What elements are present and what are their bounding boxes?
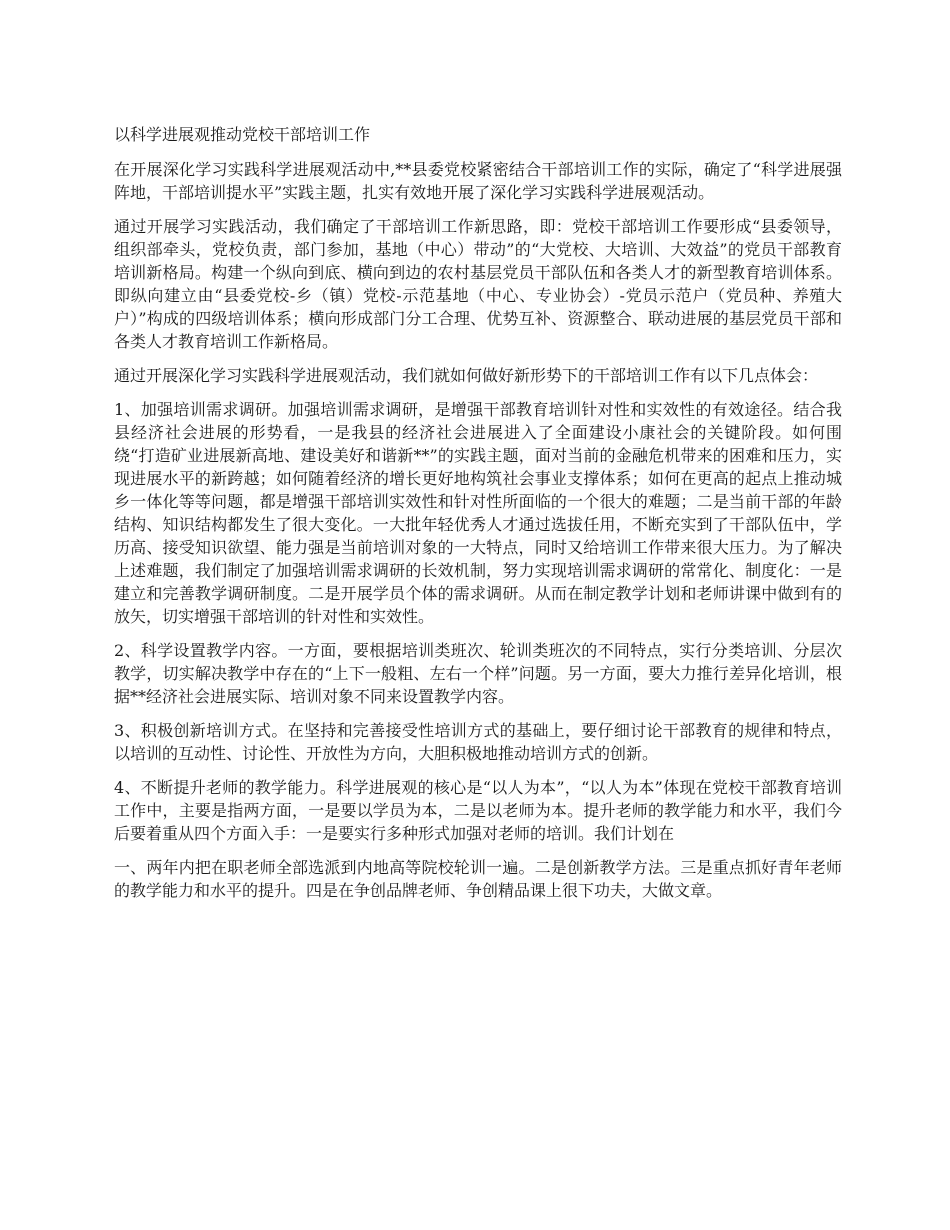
paragraph-intro: 在开展深化学习实践科学进展观活动中,**县委党校紧密结合干部培训工作的实际，确定了“科学进展强阵地，干部培训提水平”实践主题，扎实有效地开展了深化学习实践科学进展观活动。 — [114, 160, 842, 202]
paragraph-new-approach: 通过开展学习实践活动，我们确定了干部培训工作新思路，即：党校干部培训工作要形成“县委领导，组织部牵头，党校负责，部门参加，基地（中心）带动”的“大党校、大培训、大效益”的党员干部教育培训新格局。构建一个纵向到底、横向到边的农村基层党员干部队伍和各类人才的新型教育培训体系。即纵向建立由“县委党校-乡（镇）党校-示范基地（中心、专业协会）-党员示范户（党员种、养殖大户）”构成的四级培训体系；横向形成部门分工合理、优势互补、资源整合、联动进展的基层党员干部和各类人才教育培训工作新格局。 — [114, 217, 842, 351]
paragraph-point-2: 2、科学设置教学内容。一方面，要根据培训类班次、轮训类班次的不同特点，实行分类培训、分层次教学，切实解决教学中存在的“上下一般粗、左右一个样”问题。另一方面，要大力推行差异化培训，根据**经济社会进展实际、培训对象不同来设置教学内容。 — [114, 641, 842, 706]
paragraph-point-3: 3、积极创新培训方式。在坚持和完善接受性培训方式的基础上，要仔细讨论干部教育的规律和特点，以培训的互动性、讨论性、开放性为方向，大胆积极地推动培训方式的创新。 — [114, 721, 842, 763]
paragraph-point-4: 4、不断提升老师的教学能力。科学进展观的核心是“以人为本”，“以人为本”体现在党校干部教育培训工作中，主要是指两方面，一是要以学员为本，二是以老师为本。提升老师的教学能力和水平，我们今后要着重从四个方面入手：一是要实行多种形式加强对老师的培训。我们计划在 — [114, 778, 842, 843]
document-title: 以科学进展观推动党校干部培训工作 — [114, 125, 371, 144]
paragraph-point-4-continued: 一、两年内把在职老师全部选派到内地高等院校轮训一遍。二是创新教学方法。三是重点抓好青年老师的教学能力和水平的提升。四是在争创品牌老师、争创精品课上很下功夫，大做文章。 — [114, 858, 842, 900]
paragraph-experiences-lead: 通过开展深化学习实践科学进展观活动，我们就如何做好新形势下的干部培训工作有以下几点体会： — [114, 366, 819, 385]
document-page — [114, 124, 842, 913]
paragraph-point-1: 1、加强培训需求调研。加强培训需求调研，是增强干部教育培训针对性和实效性的有效途径。结合我县经济社会进展的形势看，一是我县的经济社会进展进入了全面建设小康社会的关键阶段。如何围绕“打造矿业进展新高地、建设美好和谐新**”的实践主题，面对当前的金融危机带来的困难和压力，实现进展水平的新跨越；如何随着经济的增长更好地构筑社会事业支撑体系；如何在更高的起点上推动城乡一体化等等问题，都是增强干部培训实效性和针对性所面临的一个很大的难题；二是当前干部的年龄结构、知识结构都发生了很大变化。一大批年轻优秀人才通过选拔任用，不断充实到了干部队伍中，学历高、接受知识欲望、能力强是当前培训对象的一大特点，同时又给培训工作带来很大压力。为了解决上述难题，我们制定了加强培训需求调研的长效机制，努力实现培训需求调研的常常化、制度化：一是建立和完善教学调研制度。二是开展学员个体的需求调研。从而在制定教学计划和老师讲课中做到有的放矢，切实增强干部培训的针对性和实效性。 — [114, 400, 842, 626]
